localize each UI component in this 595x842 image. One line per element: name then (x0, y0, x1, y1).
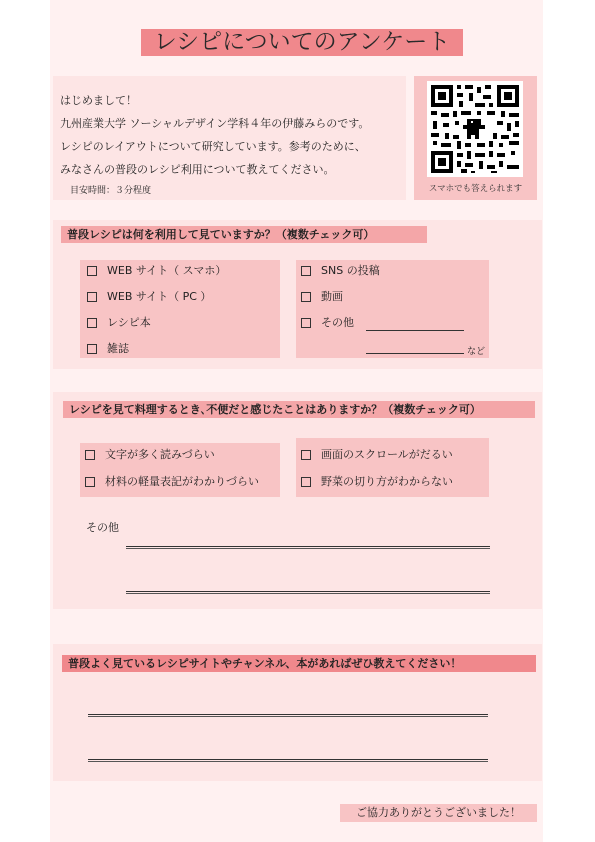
question-2-label: レシピを見て料理するとき､不便だと感じたことはありますか？（複数チェック可） (63, 401, 535, 418)
intro-line: みなさんの普段のレシピ利用について教えてください。 (60, 163, 335, 176)
other-answer-line[interactable] (366, 353, 464, 354)
checkbox[interactable] (301, 266, 311, 276)
option-measurement-unclear[interactable]: 材料の軽量表記がわかりづらい (85, 475, 259, 489)
answer-line[interactable] (126, 591, 490, 594)
question-1-label: 普段レシピは何を利用して見ていますか？（複数チェック可） (61, 226, 427, 243)
option-other[interactable]: その他 (301, 316, 354, 330)
other-label: その他 (86, 521, 119, 534)
checkbox[interactable] (301, 450, 311, 460)
option-magazine[interactable]: 雑誌 (87, 342, 129, 356)
question-1-options-right (296, 260, 489, 358)
option-web-pc[interactable]: WEB サイト（ PC ） (87, 290, 211, 304)
etc-label: など (467, 347, 486, 357)
time-note: 目安時間：３分程度 (70, 186, 152, 196)
checkbox[interactable] (85, 450, 95, 460)
question-3-label: 普段よく見ているレシピサイトやチャンネル、本があればぜひ教えてください！ (62, 655, 536, 672)
option-recipe-book[interactable]: レシピ本 (87, 316, 151, 330)
page-title: レシピについてのアンケート (141, 29, 463, 56)
other-answer-line[interactable] (366, 330, 464, 331)
question-1-section (53, 220, 542, 369)
intro-line: レシピのレイアウトについて研究しています。参考のために、 (60, 140, 366, 153)
qr-code-icon[interactable] (427, 81, 523, 177)
checkbox[interactable] (301, 477, 311, 487)
qr-box (414, 76, 537, 200)
question-1-options-left (80, 260, 280, 358)
qr-caption: スマホでも答えられます (428, 184, 523, 194)
checkbox[interactable] (87, 266, 97, 276)
checkbox[interactable] (87, 292, 97, 302)
option-sns[interactable]: SNS の投稿 (301, 264, 380, 278)
answer-line[interactable] (88, 759, 488, 762)
option-web-smartphone[interactable]: WEB サイト（ スマホ） (87, 264, 226, 278)
answer-line[interactable] (88, 714, 488, 717)
intro-box (53, 76, 406, 200)
option-scroll-tedious[interactable]: 画面のスクロールがだるい (301, 448, 453, 462)
checkbox[interactable] (301, 318, 311, 328)
question-3-section (53, 644, 542, 781)
option-cutting-unclear[interactable]: 野菜の切り方がわからない (301, 475, 453, 489)
answer-line[interactable] (126, 546, 490, 549)
option-video[interactable]: 動画 (301, 290, 343, 304)
question-2-section (53, 392, 542, 609)
checkbox[interactable] (87, 344, 97, 354)
thanks-message: ご協力ありがとうございました！ (340, 804, 537, 822)
question-2-options-left (80, 443, 280, 497)
question-2-options-right (296, 438, 489, 497)
intro-line: 九州産業大学 ソーシャルデザイン学科４年の伊藤みらのです。 (60, 117, 370, 130)
option-too-much-text[interactable]: 文字が多く読みづらい (85, 448, 215, 462)
checkbox[interactable] (85, 477, 95, 487)
intro-line: はじめまして！ (60, 94, 137, 107)
checkbox[interactable] (301, 292, 311, 302)
checkbox[interactable] (87, 318, 97, 328)
